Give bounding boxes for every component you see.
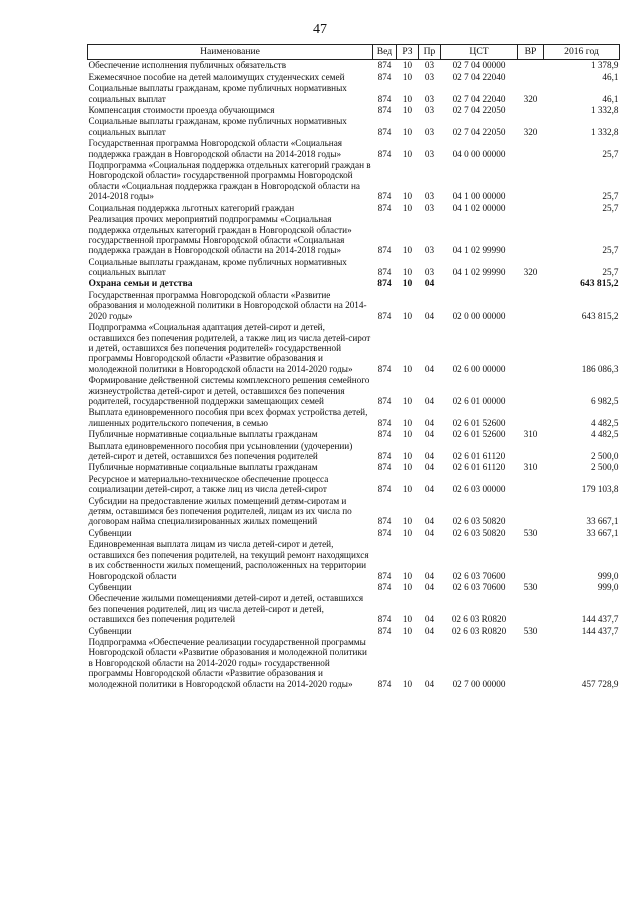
cell-amount: 33 667,1 [586,527,619,538]
cell-vr [518,290,544,322]
cell-amount: 1 378,9 [590,60,619,71]
cell-ved: 874 [377,126,392,137]
cell-cst: 02 7 04 22050 [452,126,506,137]
cell-rz: 10 [402,484,413,495]
table-row [88,138,620,160]
cell-ved: 874 [377,202,392,213]
cell-ved: 874 [377,267,392,278]
table-header-row [88,45,620,60]
table-row [88,539,620,582]
cell-name: Социальные выплаты гражданам, кроме публичных нормативных социальных выплат [88,116,347,137]
table-row [88,105,620,116]
cell-cst: 02 6 03 50820 [452,527,506,538]
cell-amount: 4 482,5 [590,429,619,440]
cell-ved: 874 [377,60,392,71]
header-year: 2016 год [544,45,620,60]
cell-name: Субвенции [88,527,132,538]
header-ved: Вед [373,45,397,60]
cell-pr: 04 [424,396,435,406]
cell-rz: 10 [402,581,413,592]
cell-name: Единовременная выплата лицам из числа детей-сирот и детей, оставшихся без попечения родителей, на текущий ремонт находящихся в их собственности жилых помещений, расположенных на территории Новгородской области [88,539,369,581]
cell-ved: 874 [377,191,392,202]
table-row [88,593,620,625]
cell-pr: 04 [424,678,435,689]
budget-table [87,44,620,690]
cell-rz: 10 [402,60,413,71]
cell-ved: 874 [377,527,392,538]
cell-amount: 2 500,0 [590,451,619,462]
cell-ved: 874 [377,462,392,473]
cell-cst: 02 6 00 00000 [452,363,506,374]
cell-ved: 874 [377,105,392,116]
cell-rz: 10 [402,93,413,104]
cell-name: Компенсация стоимости проезда обучающимся [88,105,275,116]
cell-amount: 4 482,5 [590,417,619,428]
cell-amount: 999,0 [597,581,619,592]
cell-ved: 874 [377,148,392,159]
cell-amount: 46,1 [602,71,619,82]
cell-vr [518,637,544,690]
cell-ved: 874 [377,614,392,625]
cell-pr: 04 [424,310,435,321]
cell-rz: 10 [402,429,413,440]
cell-amount: 457 728,9 [581,678,619,689]
table-row [88,214,620,257]
table-row [88,203,620,214]
table-row [88,582,620,593]
cell-name: Социальные выплаты гражданам, кроме публичных нормативных социальных выплат [88,83,347,104]
cell-ved: 874 [377,417,392,428]
cell-vr [518,441,544,463]
cell-vr: 320 [523,267,538,278]
cell-name: Охрана семьи и детства [88,277,193,289]
cell-vr: 530 [523,581,538,592]
cell-cst: 02 7 04 22040 [452,71,506,82]
cell-rz: 10 [402,396,413,406]
cell-amount: 1 332,8 [590,105,619,116]
cell-amount: 179 103,8 [581,484,619,495]
cell-rz: 10 [402,625,413,636]
cell-ved: 874 [377,310,392,321]
cell-vr: 320 [523,93,538,104]
cell-rz: 10 [402,126,413,137]
table-row [88,637,620,690]
cell-pr: 04 [424,462,435,473]
cell-vr: 530 [523,527,538,538]
cell-vr [518,214,544,257]
cell-pr: 03 [424,71,435,82]
header-name: Наименование [88,45,373,60]
cell-cst: 04 1 02 99990 [452,267,506,278]
table-row [88,474,620,496]
cell-name: Выплата единовременного пособия при всех формах устройства детей, лишенных родительского попечения, в семью [88,407,368,428]
cell-name: Подпрограмма «Обеспечение реализации государственной программы Новгородской области «Развитие образования и молодежной политики в Новгородской области на 2014-2020 годы» государственной программы Новгородской области «Развитие образования и молодежной политики в Новгородской области на 2014-2020 годы» [88,636,367,689]
cell-amount: 25,7 [602,191,619,202]
cell-cst: 02 6 03 70600 [452,581,506,592]
cell-name: Государственная программа Новгородской области «Развитие образования и молодежной политики в Новгородской области на 2014-2020 годы» [88,289,367,321]
cell-cst: 02 7 00 00000 [452,678,506,689]
cell-vr [518,322,544,375]
cell-rz: 10 [402,191,413,202]
table-row [88,160,620,203]
cell-vr [518,203,544,214]
cell-ved: 874 [377,429,392,440]
cell-rz: 10 [402,462,413,473]
cell-cst: 02 6 01 52600 [452,417,506,428]
cell-amount: 25,7 [602,148,619,159]
table-row [88,528,620,539]
cell-rz: 10 [402,310,413,321]
cell-name: Выплата единовременного пособия при усыновлении (удочерении) детей-сирот и детей, оставшихся без попечения родителей [88,440,353,462]
cell-vr: 310 [523,462,538,473]
table-row [88,375,620,407]
cell-rz: 10 [402,614,413,625]
cell-name: Обеспечение исполнения публичных обязательств [88,60,287,71]
cell-name: Публичные нормативные социальные выплаты гражданам [88,429,318,440]
cell-pr: 04 [424,581,435,592]
cell-name: Подпрограмма «Социальная поддержка отдельных категорий граждан в Новгородской области» государственной программы Новгородской области «Социальная поддержка граждан в Новгородской области на 2014-2018 годы» [88,160,371,202]
table-row [88,290,620,322]
cell-cst: 02 7 04 00000 [452,60,506,71]
cell-rz: 10 [402,678,413,689]
header-rz: РЗ [397,45,419,60]
cell-rz: 10 [402,417,413,428]
cell-amount: 643 815,2 [580,277,619,289]
cell-vr [518,375,544,407]
cell-cst: 04 0 00 00000 [452,148,506,159]
cell-cst: 02 6 01 61120 [452,451,506,462]
table-row [88,116,620,138]
cell-amount: 46,1 [602,93,619,104]
cell-ved: 874 [377,396,392,406]
table-row [88,441,620,463]
cell-pr: 04 [424,516,435,527]
cell-vr [518,539,544,582]
cell-vr [518,496,544,528]
table-row [88,60,620,72]
cell-ved: 874 [377,93,392,104]
cell-ved: 874 [377,516,392,527]
header-cst: ЦСТ [441,45,518,60]
cell-pr: 04 [424,625,435,636]
cell-amount: 1 332,8 [590,126,619,137]
page-number: 47 [313,22,327,37]
cell-vr: 320 [523,126,538,137]
cell-pr: 04 [424,527,435,538]
cell-amount: 186 086,3 [581,363,619,374]
table-row [88,407,620,429]
cell-vr [518,279,544,290]
cell-cst: 02 0 00 00000 [452,310,506,321]
cell-rz: 10 [402,277,413,289]
cell-rz: 10 [402,516,413,527]
cell-cst: 02 7 04 22050 [452,105,506,116]
cell-ved: 874 [377,245,392,256]
cell-name: Субвенции [88,581,132,592]
cell-name: Публичные нормативные социальные выплаты гражданам [88,462,318,473]
cell-rz: 10 [402,245,413,256]
cell-pr: 03 [424,105,435,116]
cell-name: Субвенции [88,625,132,636]
cell-vr [518,407,544,429]
cell-ved: 874 [377,363,392,374]
cell-name: Социальные выплаты гражданам, кроме публичных нормативных социальных выплат [88,256,347,278]
cell-pr: 03 [424,245,435,256]
cell-rz: 10 [402,202,413,213]
table-body [88,60,620,690]
cell-rz: 10 [402,527,413,538]
cell-name: Субсидии на предоставление жилых помещений детям-сиротам и детям, оставшимся без попечения родителей, лицам из их числа по договорам найма специализированных жилых помещений [88,495,352,527]
cell-rz: 10 [402,148,413,159]
table-row [88,257,620,279]
cell-cst: 04 1 02 00000 [452,202,506,213]
cell-ved: 874 [377,277,392,289]
cell-ved: 874 [377,581,392,592]
cell-pr: 04 [424,484,435,495]
cell-rz: 10 [402,71,413,82]
cell-rz: 10 [402,267,413,278]
cell-amount: 144 437,7 [581,625,619,636]
cell-name: Реализация прочих мероприятий подпрограммы «Социальная поддержка отдельных категорий граждан в Новгородской области» государственной программы Новгородской области «Социальная поддержка граждан в Новгородской области на 2014-2018 годы» [88,214,352,256]
cell-ved: 874 [377,678,392,689]
cell-name: Ресурсное и материально-техническое обеспечение процесса социализации детей-сирот, а также лиц из числа детей-сирот [88,473,329,495]
cell-name: Формирование действенной системы комплексного решения семейного жизнеустройства детей-сирот и детей, оставшихся без попечения родителей, государственной поддержки замещающих семей [88,375,370,406]
cell-pr: 04 [424,614,435,625]
cell-cst: 02 6 01 00000 [452,396,506,406]
table-row [88,496,620,528]
cell-name: Государственная программа Новгородской области «Социальная поддержка граждан в Новгородской области на 2014-2018 годы» [88,138,343,159]
table-row [88,83,620,105]
cell-name: Ежемесячное пособие на детей малоимущих студенческих семей [88,71,345,82]
cell-ved: 874 [377,451,392,462]
cell-pr: 03 [424,191,435,202]
cell-vr [518,474,544,496]
table-row [88,429,620,440]
table-row [88,626,620,637]
cell-name: Обеспечение жилыми помещениями детей-сирот и детей, оставшихся без попечения родителей, лиц из числа детей-сирот и детей, оставшихся без попечения родителей [88,593,364,625]
table-row [88,72,620,83]
cell-amount: 25,7 [602,267,619,278]
cell-pr: 04 [424,417,435,428]
cell-cst: 02 6 03 R0820 [451,614,507,625]
cell-pr: 04 [424,429,435,440]
cell-rz: 10 [402,363,413,374]
cell-rz: 10 [402,451,413,462]
cell-pr: 03 [424,93,435,104]
cell-ved: 874 [377,71,392,82]
header-vr: ВР [518,45,544,60]
cell-vr: 310 [523,429,538,440]
cell-cst: 04 1 02 99990 [452,245,506,256]
cell-cst: 02 7 04 22040 [452,93,506,104]
cell-pr: 03 [424,126,435,137]
cell-cst: 02 6 03 R0820 [451,625,507,636]
cell-vr [518,60,544,72]
cell-ved: 874 [377,484,392,495]
cell-amount: 144 437,7 [581,614,619,625]
cell-amount: 6 982,5 [590,396,619,406]
cell-vr [518,593,544,625]
cell-pr: 03 [424,267,435,278]
cell-vr [518,72,544,83]
cell-pr: 03 [424,202,435,213]
cell-vr [518,160,544,203]
cell-cst: 02 6 03 00000 [452,484,506,495]
table-row [88,322,620,375]
cell-amount: 25,7 [602,202,619,213]
cell-amount: 2 500,0 [590,462,619,473]
header-pr: Пр [419,45,441,60]
cell-cst: 02 6 03 70600 [452,570,506,581]
cell-name: Социальная поддержка льготных категорий граждан [88,202,295,213]
cell-name: Подпрограмма «Социальная адаптация детей-сирот и детей, оставшихся без попечения родителей, а также лиц из числа детей-сирот и детей, оставшихся без попечения родителей» государственной программы Новгородской области «Развитие образования и молодежной политики в Новгородской области на 2014-2020 годы» [88,322,371,374]
cell-pr: 04 [424,451,435,462]
cell-cst: 02 6 03 50820 [452,516,506,527]
cell-rz: 10 [402,105,413,116]
cell-cst: 02 6 01 52600 [452,429,506,440]
table-row [88,279,620,290]
cell-amount: 33 667,1 [586,516,619,527]
table-row [88,462,620,473]
cell-cst [441,279,518,290]
cell-pr: 03 [424,60,435,71]
cell-amount: 999,0 [597,570,619,581]
cell-cst: 04 1 00 00000 [452,191,506,202]
cell-amount: 643 815,2 [581,310,619,321]
cell-pr: 04 [424,570,435,581]
cell-cst: 02 6 01 61120 [452,462,506,473]
cell-vr: 530 [523,625,538,636]
cell-pr: 04 [424,277,435,289]
cell-vr [518,138,544,160]
cell-pr: 03 [424,148,435,159]
cell-pr: 04 [424,363,435,374]
cell-ved: 874 [377,625,392,636]
cell-rz: 10 [402,570,413,581]
cell-ved: 874 [377,570,392,581]
cell-vr [518,105,544,116]
cell-amount: 25,7 [602,245,619,256]
